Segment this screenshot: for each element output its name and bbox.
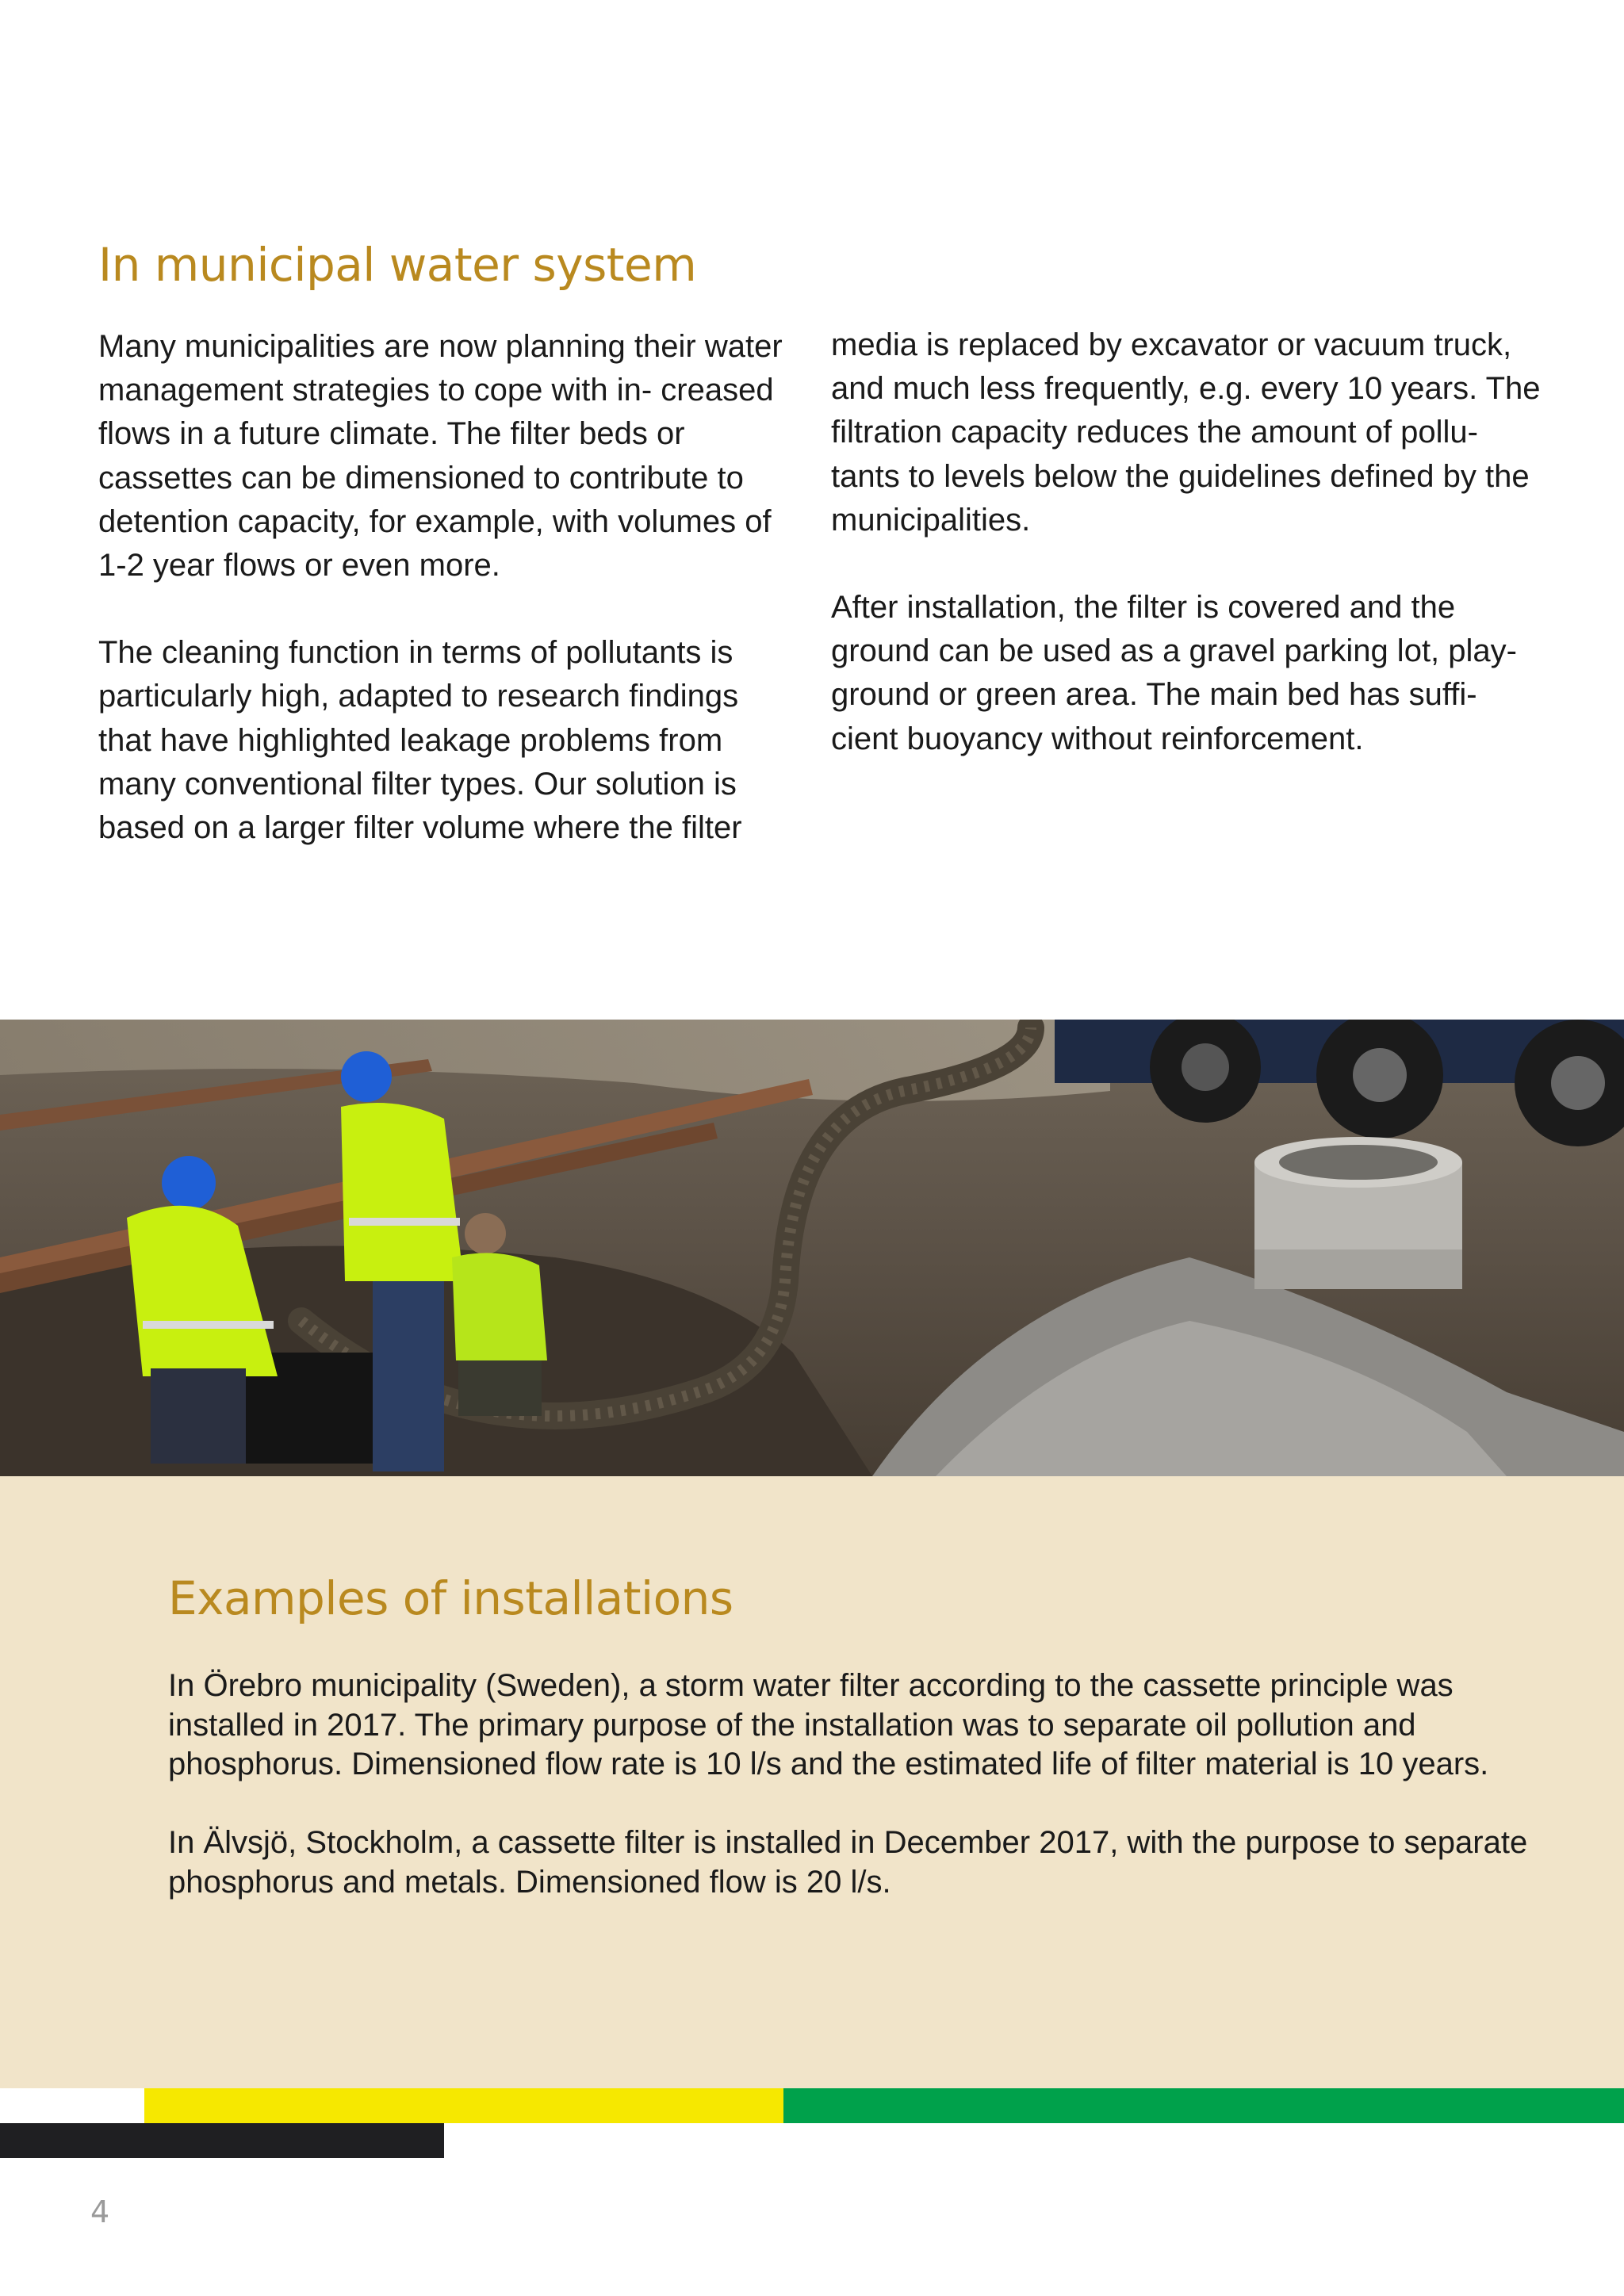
examples-text bbox=[168, 1667, 1532, 1902]
text-column-right bbox=[831, 323, 1545, 761]
paragraph: Many municipalities are now planning their water management strategies to cope with in- creased flows in a future climate. The filter beds or cassettes can be dimensioned to contribute to detention capacity, for example, with volumes of 1-2 year flows or even more. bbox=[98, 329, 783, 584]
decorative-bar-yellow bbox=[144, 2088, 783, 2123]
page-number: 4 bbox=[90, 2195, 110, 2229]
section-title-examples: Examples of installations bbox=[168, 1571, 733, 1625]
paragraph: After installation, the filter is covered and the ground can be used as a gravel parking lot, play- ground or green area. The main bed has suffi- cient buoyancy without reinforcement. bbox=[831, 590, 1517, 756]
paragraph: In Örebro municipality (Sweden), a storm water filter according to the cassette principle was installed in 2017. The primary purpose of the installation was to separate oil pollution and phosphorus. Dimensioned flow rate is 10 l/s and the estimated life of filter material is 10 years. bbox=[168, 1668, 1489, 1781]
paragraph: media is replaced by excavator or vacuum truck, and much less frequently, e.g. every 10 years. The filtration capacity reduces the amount of pollu- tants to levels below the guidelines defined by the municipalities. bbox=[831, 327, 1541, 538]
text-column-left bbox=[98, 325, 796, 850]
section-title-municipal: In municipal water system bbox=[98, 238, 697, 292]
installation-site-photo bbox=[0, 1020, 1624, 1476]
decorative-bar-black bbox=[0, 2123, 444, 2158]
paragraph: In Älvsjö, Stockholm, a cassette filter is installed in December 2017, with the purpose to separate phosphorus and metals. Dimensioned flow is 20 l/s. bbox=[168, 1825, 1528, 1900]
paragraph: The cleaning function in terms of pollutants is particularly high, adapted to research findings that have highlighted leakage problems from many conventional filter types. Our solution is based on a larger filter volume where the filter bbox=[98, 635, 742, 846]
decorative-bar-green bbox=[783, 2088, 1624, 2123]
